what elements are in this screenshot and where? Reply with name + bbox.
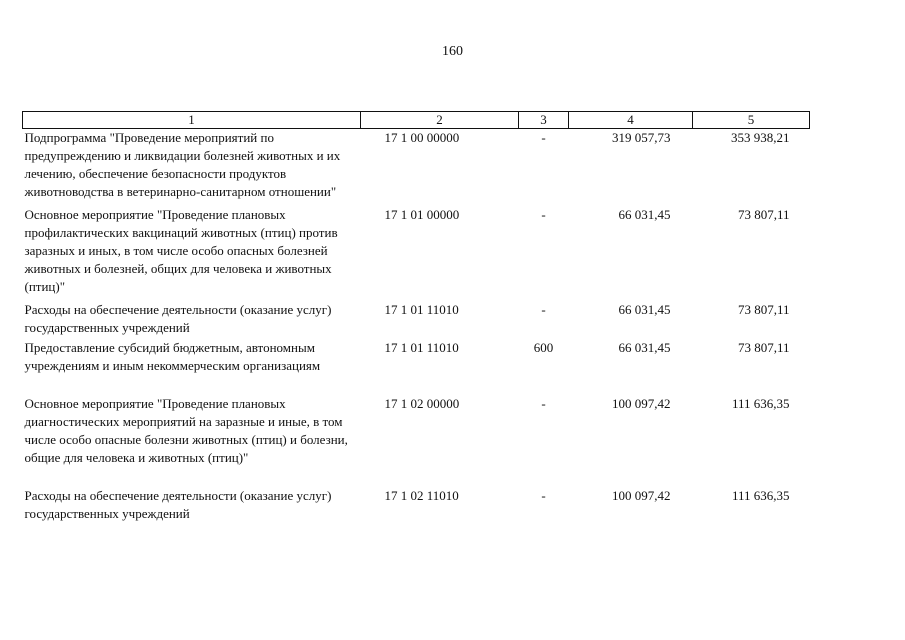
row-code: 17 1 01 11010 (384, 340, 459, 355)
row-sum-1: 100 097,42 (612, 488, 671, 503)
row-vr: - (541, 302, 546, 317)
row-vr: - (541, 488, 546, 503)
row-sum-2: 73 807,11 (737, 207, 790, 222)
row-code: 17 1 01 11010 (384, 302, 459, 317)
header-row (23, 112, 810, 129)
header-col-2: 2 (361, 112, 519, 129)
row-name: Расходы на обеспечение деятельности (оказание услуг) государственных учреждений (24, 302, 332, 335)
page-number: 160 (442, 44, 463, 59)
table-row (23, 339, 810, 395)
header-col-3: 3 (519, 112, 569, 129)
row-name: Предоставление субсидий бюджетным, автономным учреждениям и иным некоммерческим организациям (24, 340, 321, 373)
row-sum-2: 353 938,21 (731, 130, 790, 145)
row-vr: - (541, 207, 546, 222)
table-row (23, 395, 810, 487)
row-sum-1: 100 097,42 (612, 396, 671, 411)
header-col-4: 4 (569, 112, 693, 129)
row-sum-1: 66 031,45 (618, 340, 671, 355)
row-name: Расходы на обеспечение деятельности (оказание услуг) государственных учреждений (24, 488, 332, 521)
row-sum-1: 66 031,45 (618, 302, 671, 317)
row-code: 17 1 02 00000 (384, 396, 460, 411)
row-sum-2: 111 636,35 (731, 488, 790, 503)
row-code: 17 1 02 11010 (384, 488, 459, 503)
header-col-5: 5 (693, 112, 810, 129)
row-code: 17 1 01 00000 (384, 207, 460, 222)
row-sum-1: 319 057,73 (612, 130, 671, 145)
row-vr: - (541, 130, 546, 145)
row-name: Основное мероприятие "Проведение плановых профилактических вакцинаций животных (птиц) против заразных и иных, в том числе особо опасных болезней животных и болезней, общих для человека и животных (птиц)" (24, 207, 338, 294)
row-sum-2: 111 636,35 (731, 396, 790, 411)
row-sum-1: 66 031,45 (618, 207, 671, 222)
row-sum-2: 73 807,11 (737, 302, 790, 317)
row-sum-2: 73 807,11 (737, 340, 790, 355)
header-col-1: 1 (23, 112, 361, 129)
table-row (23, 129, 810, 207)
table-row (23, 301, 810, 339)
budget-table (22, 111, 810, 523)
row-vr: 600 (533, 340, 554, 355)
row-code: 17 1 00 00000 (384, 130, 460, 145)
table-row (23, 206, 810, 301)
table-row (23, 487, 810, 523)
row-vr: - (541, 396, 546, 411)
row-name: Подпрограмма "Проведение мероприятий по предупреждению и ликвидации болезней животных и их лечению, обеспечение безопасности продуктов животноводства в ветеринарно-санитарном отношении" (24, 130, 341, 199)
row-name: Основное мероприятие "Проведение плановых диагностических мероприятий на заразные и иные, в том числе особо опасные болезни животных (птиц) и болезни, общие для человека и животных (птиц)" (24, 396, 348, 465)
